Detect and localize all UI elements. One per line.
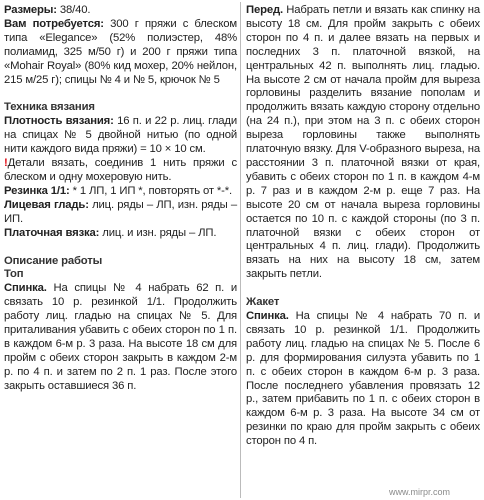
front-label: Перед.: [246, 4, 283, 16]
exclamation-icon: !: [4, 157, 8, 170]
front-text: Набрать петли и вязать как спинку на высоту 18 см. Для пройм закрыть с обеих сторон по 4 п. и далее вязать на первых и последних 3 п. платочной вязкой, на центральных 42 п. выполнять лиц. гладью. На высоте 2 см от начала пройм для выреза горловины разделить вязание пополам и продолжить вязать каждую сторону отдельно (на 24 п.), при этом на 3 п. с обеих сторон выреза горловины также выполнять платочную вязку. Для V-образного выреза, на расстоянии 3 п. платочной вязки от края, убавить с обеих сторон по 1 п. в каждом 4-м р. 7 раз и в каждом 2-м р. еще 7 раз. На высоте 20 см от начала выреза горловины остается по 10 п. с каждой стороны (по 3 п. платочной вязки с обеих сторон от центральных 4 п. лиц. глади). Продолжить вязать на них на высоту 18 см, затем закрыть петли.: [246, 4, 480, 281]
jacket-heading: Жакет: [246, 296, 280, 309]
sizes-label: Размеры:: [4, 4, 57, 16]
stockinette-paragraph: [4, 199, 237, 227]
density-paragraph: [4, 115, 237, 157]
rib-paragraph: [4, 185, 237, 199]
garter-paragraph: [4, 227, 237, 241]
technique-heading: Техника вязания: [4, 101, 95, 114]
materials-label: Вам потребуется:: [4, 17, 104, 30]
front-paragraph: [246, 4, 480, 282]
description-heading: Описание работы: [4, 254, 103, 267]
rib-text: * 1 ЛП, 1 ИП *, повторять от *-*.: [72, 184, 232, 197]
garter-label: Платочная вязка:: [4, 226, 100, 239]
density-text: 16 п. и 22 р. лиц. глади на спицах № 5 двойной нитью (по одной нити каждого вида пряжи) = 10 × 10 см.: [4, 115, 237, 156]
warning-paragraph: [4, 157, 237, 185]
column-divider: [240, 2, 241, 498]
back-text: На спицы № 4 набрать 62 п. и связать 10 р. резинкой 1/1. Продолжить работу лиц. гладью на спицах № 5. Для приталивания убавить с обеих сторон по 1 п. в каждом 6-м р. 3 раза. На высоте 18 см для пройм с обеих сторон закрыть в каждом 2-м р. по 4 п. и затем по 2 п. 1 раз. После этого закрыть оставшиеся 36 п.: [4, 282, 238, 392]
back-label: Спинка.: [4, 282, 47, 295]
materials-text: 300 г пряжи с блеском типа «Elegance» (52% полиэстер, 48% полиамид, 325 м/50 г) и 200 г пряжи типа «Mohair Royal» (80% кид мохер, 20% нейлон, 215 м/25 г); спицы № 4 и № 5, крючок № 5: [4, 17, 237, 86]
jacket-back-paragraph: [246, 310, 480, 449]
stockinette-label: Лицевая гладь:: [4, 198, 89, 211]
site-watermark: www.mirpr.com: [388, 487, 450, 497]
back-paragraph: [4, 282, 237, 393]
jacket-back-text: На спицы № 4 набрать 70 п. и связать 10 р. резинкой 1/1. Продолжить работу лиц. гладью на спицах № 5. После 6 р. для формирования силуэта убавить по 1 п. с обеих сторон в каждом 6-м р. 3 раза. После последнего убавления провязать 12 р., затем прибавить по 1 п. с обеих сторон в каждом 6-м р. 3 раза. На высоте 34 см от резинки по краю для пройм закрыть с обеих сторон по 4 п.: [246, 310, 481, 448]
rib-label: Резинка 1/1:: [4, 184, 70, 197]
garter-text: лиц. и изн. ряды – ЛП.: [102, 226, 217, 239]
density-label: Плотность вязания:: [4, 115, 114, 128]
stockinette-text: лиц. ряды – ЛП, изн. ряды – ИП.: [4, 198, 237, 225]
jacket-back-label: Спинка.: [246, 310, 289, 323]
sizes-value: 38/40.: [59, 4, 91, 16]
sizes-line: [4, 4, 237, 18]
top-heading: Топ: [4, 268, 24, 281]
left-column: [4, 4, 237, 394]
materials-paragraph: [4, 18, 237, 88]
right-column: [246, 4, 480, 449]
warning-text: Детали вязать, соединив 1 нить пряжи с блеском и одну мохеровую нить.: [4, 157, 237, 183]
